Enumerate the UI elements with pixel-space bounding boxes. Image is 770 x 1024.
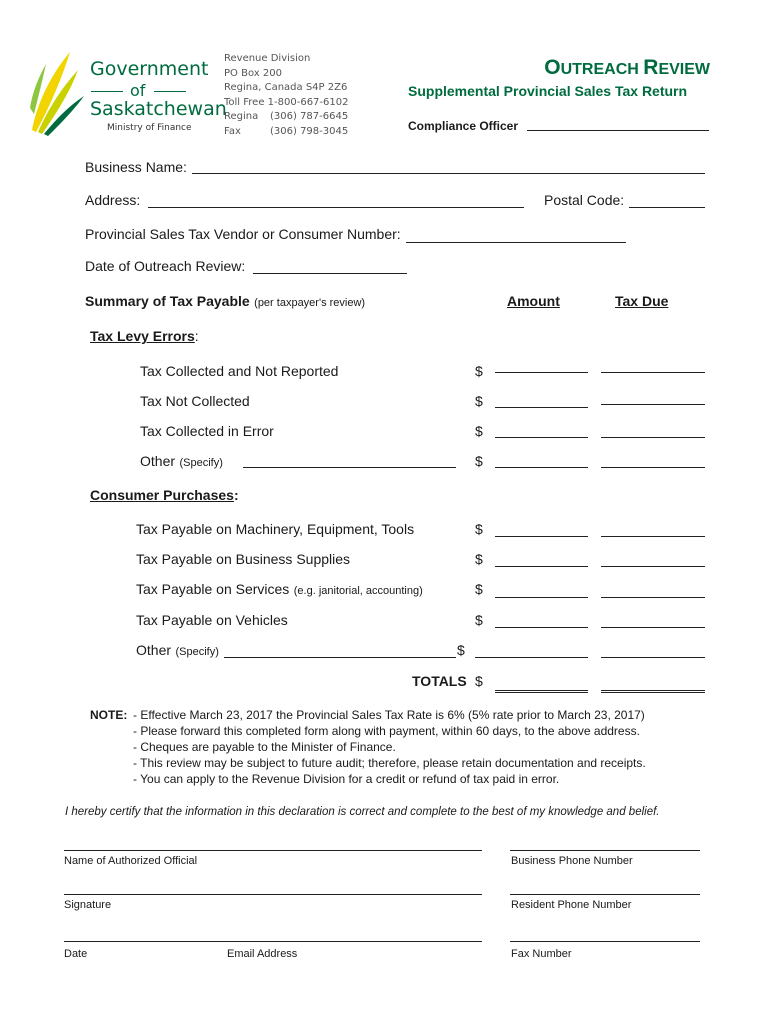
contact-po-box: PO Box 200	[224, 67, 282, 79]
date-label: Date	[64, 948, 88, 960]
levy-tax-due-field[interactable]	[601, 372, 705, 373]
contact-toll-free: Toll Free 1-800-667-6102	[224, 96, 349, 108]
contact-fax-label: Fax	[224, 125, 241, 137]
dollar-sign: $	[475, 551, 483, 567]
review-date-label: Date of Outreach Review:	[85, 258, 246, 274]
contact-block	[224, 52, 394, 140]
signature-label: Signature	[64, 899, 112, 911]
levy-tax-due-field[interactable]	[601, 467, 705, 468]
levy-tax-due-field[interactable]	[601, 437, 705, 438]
consumer-tax-due-field[interactable]	[601, 566, 705, 567]
logo-of-rule-left	[91, 91, 123, 92]
government-logo-leaves	[26, 48, 88, 138]
consumer-purchases-heading: Consumer Purchases:	[90, 487, 239, 503]
consumer-item-label: Tax Payable on Services (e.g. janitorial, accounting)	[136, 581, 423, 597]
vendor-number-label: Provincial Sales Tax Vendor or Consumer Number:	[85, 226, 401, 242]
authorized-official-field[interactable]	[64, 850, 482, 851]
logo-ministry: Ministry of Finance	[107, 123, 192, 133]
consumer-item-label: Tax Payable on Machinery, Equipment, Tools	[136, 521, 415, 537]
date-email-field[interactable]	[64, 941, 482, 942]
certification-statement: I hereby certify that the information in this declaration is correct and complete to the best of my knowledge and belief.	[65, 806, 660, 818]
levy-other-specify-field[interactable]	[243, 467, 456, 468]
dollar-sign: $	[457, 642, 465, 658]
dollar-sign: $	[475, 581, 483, 597]
tax-due-column-header: Tax Due	[615, 293, 669, 309]
levy-item-label: Tax Not Collected	[140, 393, 250, 409]
totals-label: TOTALS	[412, 673, 467, 689]
levy-other-label: Other (Specify)	[140, 453, 223, 469]
note-item: - Effective March 23, 2017 the Provincial Sales Tax Rate is 6% (5% rate prior to March 23, 2017)	[133, 708, 645, 722]
levy-tax-due-field[interactable]	[601, 404, 705, 405]
logo-of-rule-right	[154, 91, 186, 92]
levy-item-label: Tax Collected and Not Reported	[140, 363, 339, 379]
authorized-official-label: Name of Authorized Official	[64, 855, 198, 867]
consumer-item-label: Tax Payable on Vehicles	[136, 612, 288, 628]
address-field[interactable]	[148, 207, 524, 208]
contact-fax-row	[224, 125, 394, 140]
summary-heading	[85, 293, 365, 311]
consumer-amount-field[interactable]	[495, 536, 588, 537]
business-name-field[interactable]	[192, 173, 705, 174]
note-item: - Please forward this completed form along with payment, within 60 days, to the above address.	[133, 724, 640, 738]
dollar-sign: $	[475, 363, 483, 379]
resident-phone-label: Resident Phone Number	[511, 899, 632, 911]
page-title: OUTREACH REVIEW	[544, 56, 710, 79]
business-name-label: Business Name:	[85, 159, 187, 175]
compliance-officer-field[interactable]	[527, 130, 709, 131]
levy-amount-field[interactable]	[495, 437, 588, 438]
fax-number-label: Fax Number	[511, 948, 572, 960]
note-label: NOTE:	[90, 708, 128, 722]
consumer-tax-due-field[interactable]	[601, 597, 705, 598]
contact-regina-phone: (306) 787-6645	[270, 111, 349, 123]
compliance-officer-label: Compliance Officer	[408, 119, 519, 133]
address-label: Address:	[85, 192, 141, 208]
consumer-other-specify-field[interactable]	[224, 657, 456, 658]
contact-regina-label: Regina	[224, 111, 259, 123]
note-item: - This review may be subject to future audit; therefore, please retain documentation and receipts.	[133, 756, 646, 770]
consumer-amount-field[interactable]	[495, 566, 588, 567]
logo-government: Government	[90, 58, 209, 80]
dollar-sign: $	[475, 423, 483, 439]
amount-column-header: Amount	[507, 293, 560, 309]
note-item: - You can apply to the Revenue Division for a credit or refund of tax paid in error.	[133, 772, 560, 786]
summary-title: Summary of Tax Payable	[85, 293, 250, 309]
business-phone-field[interactable]	[510, 850, 700, 851]
fax-number-field[interactable]	[510, 941, 700, 942]
consumer-item-label: Tax Payable on Business Supplies	[136, 551, 351, 567]
summary-subtitle: (per taxpayer's review)	[254, 297, 366, 309]
logo-saskatchewan: Saskatchewan	[90, 98, 227, 120]
totals-tax-due-field[interactable]	[601, 690, 705, 693]
levy-amount-field[interactable]	[495, 407, 588, 408]
review-date-field[interactable]	[253, 273, 407, 274]
consumer-tax-due-field[interactable]	[601, 657, 705, 658]
note-item: - Cheques are payable to the Minister of Finance.	[133, 740, 396, 754]
levy-amount-field[interactable]	[495, 372, 588, 373]
dollar-sign: $	[475, 453, 483, 469]
consumer-amount-field[interactable]	[495, 597, 588, 598]
levy-amount-field[interactable]	[495, 467, 588, 468]
consumer-tax-due-field[interactable]	[601, 536, 705, 537]
logo-of: of	[130, 81, 146, 100]
totals-amount-field[interactable]	[495, 690, 588, 693]
dollar-sign: $	[475, 673, 483, 689]
postal-code-label: Postal Code:	[544, 192, 625, 208]
consumer-amount-field[interactable]	[475, 657, 588, 658]
contact-fax-phone: (306) 798-3045	[270, 125, 349, 137]
vendor-number-field[interactable]	[406, 242, 626, 243]
levy-item-label: Tax Collected in Error	[140, 423, 274, 439]
dollar-sign: $	[475, 393, 483, 409]
business-phone-label: Business Phone Number	[511, 855, 633, 867]
contact-city: Regina, Canada S4P 2Z6	[224, 82, 348, 94]
consumer-other-label: Other (Specify)	[136, 642, 219, 658]
dollar-sign: $	[475, 521, 483, 537]
tax-levy-errors-heading: Tax Levy Errors:	[90, 328, 199, 344]
contact-division: Revenue Division	[224, 53, 311, 64]
contact-regina-row	[224, 110, 394, 125]
resident-phone-field[interactable]	[510, 894, 700, 895]
email-label: Email Address	[227, 948, 298, 960]
dollar-sign: $	[475, 612, 483, 628]
consumer-tax-due-field[interactable]	[601, 627, 705, 628]
consumer-amount-field[interactable]	[495, 627, 588, 628]
page-subtitle: Supplemental Provincial Sales Tax Return	[408, 83, 688, 99]
note-list	[133, 707, 753, 787]
signature-field[interactable]	[64, 894, 482, 895]
postal-code-field[interactable]	[629, 207, 705, 208]
